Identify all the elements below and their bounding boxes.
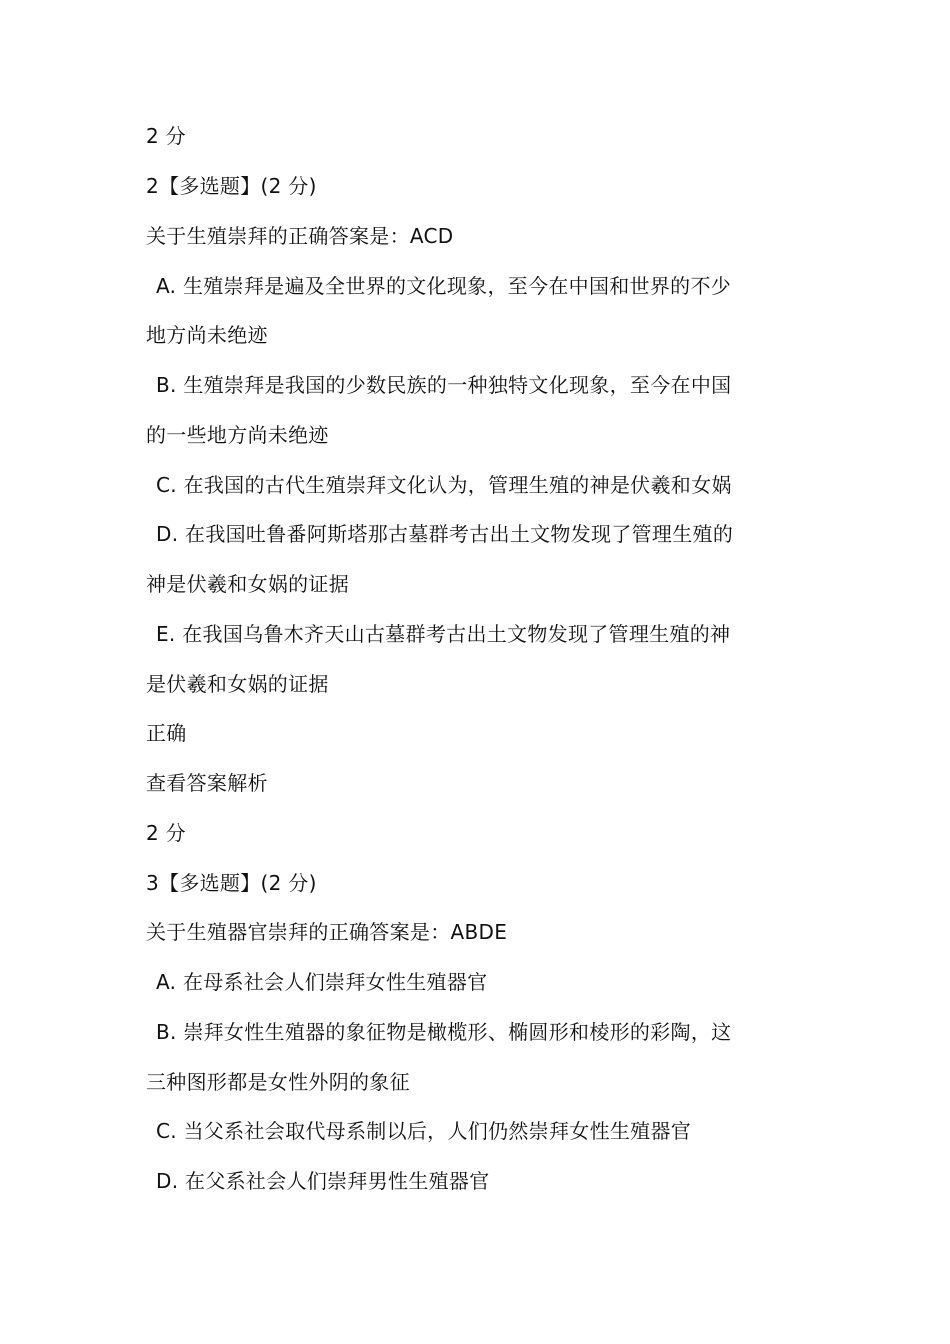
question-header: 2【多选题】(2 分): [146, 174, 317, 198]
view-explanation-link[interactable]: 查看答案解析: [146, 771, 268, 795]
score-line: 2 分: [146, 821, 186, 845]
option-c: C. 当父系社会取代母系制以后，人们仍然崇拜女性生殖器官: [156, 1119, 692, 1143]
option-b-continuation: 三种图形都是女性外阴的象征: [146, 1070, 410, 1094]
option-e-continuation: 是伏羲和女娲的证据: [146, 672, 329, 696]
score-line: 2 分: [146, 124, 186, 148]
question-stem: 关于生殖器官崇拜的正确答案是：ABDE: [146, 920, 508, 944]
option-a: A. 生殖崇拜是遍及全世界的文化现象，至今在中国和世界的不少: [156, 274, 732, 298]
question-stem: 关于生殖崇拜的正确答案是：ACD: [146, 224, 454, 248]
option-d: D. 在父系社会人们崇拜男性生殖器官: [156, 1169, 490, 1193]
option-a-continuation: 地方尚未绝迹: [146, 323, 268, 347]
option-b: B. 生殖崇拜是我国的少数民族的一种独特文化现象，至今在中国: [156, 373, 732, 397]
option-e: E. 在我国乌鲁木齐天山古墓群考古出土文物发现了管理生殖的神: [156, 622, 731, 646]
option-d: D. 在我国吐鲁番阿斯塔那古墓群考古出土文物发现了管理生殖的: [156, 522, 734, 546]
result-status: 正确: [146, 721, 187, 745]
question-header: 3【多选题】(2 分): [146, 871, 317, 895]
option-b: B. 崇拜女性生殖器的象征物是橄榄形、椭圆形和棱形的彩陶，这: [156, 1020, 732, 1044]
option-b-continuation: 的一些地方尚未绝迹: [146, 423, 329, 447]
option-d-continuation: 神是伏羲和女娲的证据: [146, 572, 349, 596]
option-c: C. 在我国的古代生殖崇拜文化认为，管理生殖的神是伏羲和女娲: [156, 473, 732, 497]
option-a: A. 在母系社会人们崇拜女性生殖器官: [156, 970, 488, 994]
